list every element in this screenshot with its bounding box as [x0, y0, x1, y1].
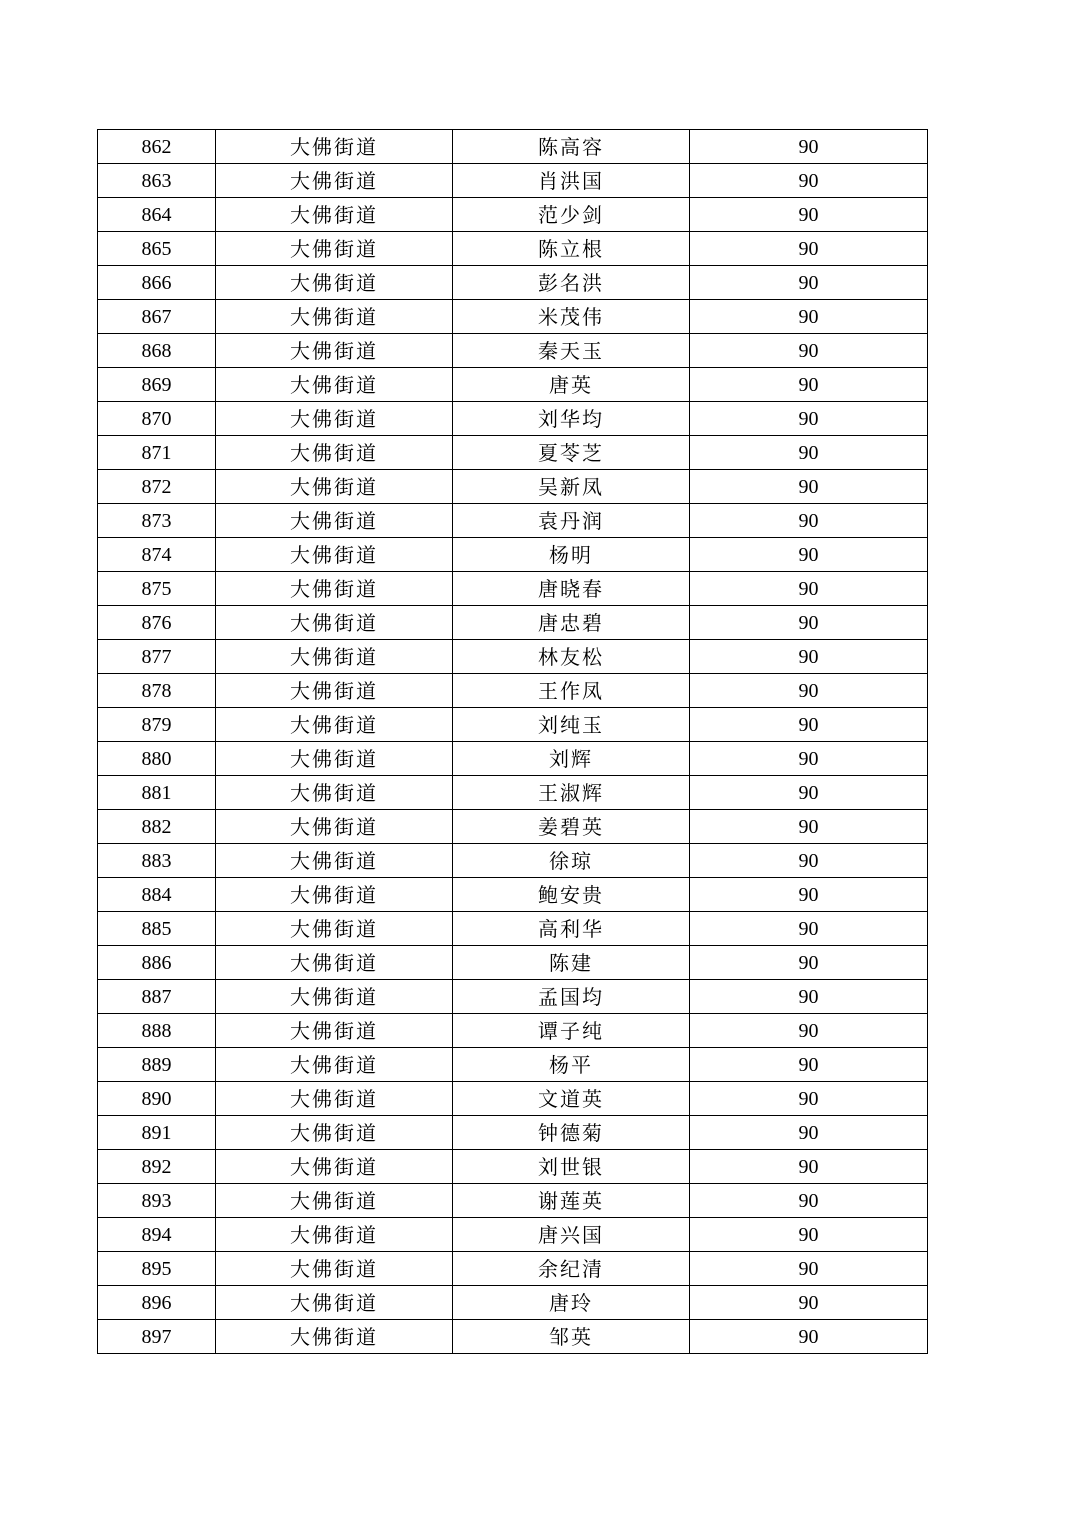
row-number-cell: 876: [98, 606, 216, 640]
score-cell: 90: [690, 402, 928, 436]
row-number-cell: 877: [98, 640, 216, 674]
street-cell: 大佛街道: [216, 470, 453, 504]
row-number-cell: 884: [98, 878, 216, 912]
table-row: [98, 640, 928, 674]
street-cell: 大佛街道: [216, 164, 453, 198]
score-cell: 90: [690, 1082, 928, 1116]
row-number-cell: 872: [98, 470, 216, 504]
row-number-cell: 892: [98, 1150, 216, 1184]
street-cell: 大佛街道: [216, 1150, 453, 1184]
row-number-cell: 865: [98, 232, 216, 266]
person-name-cell: 刘纯玉: [453, 708, 690, 742]
table-row: [98, 402, 928, 436]
street-cell: 大佛街道: [216, 334, 453, 368]
row-number-cell: 887: [98, 980, 216, 1014]
score-cell: 90: [690, 572, 928, 606]
score-cell: 90: [690, 1116, 928, 1150]
table-row: [98, 266, 928, 300]
street-cell: 大佛街道: [216, 1286, 453, 1320]
street-cell: 大佛街道: [216, 1218, 453, 1252]
score-cell: 90: [690, 606, 928, 640]
table-row: [98, 776, 928, 810]
score-cell: 90: [690, 878, 928, 912]
row-number-cell: 883: [98, 844, 216, 878]
street-cell: 大佛街道: [216, 708, 453, 742]
street-cell: 大佛街道: [216, 300, 453, 334]
table-row: [98, 538, 928, 572]
table-row: [98, 844, 928, 878]
person-name-cell: 唐英: [453, 368, 690, 402]
person-name-cell: 肖洪国: [453, 164, 690, 198]
score-cell: 90: [690, 538, 928, 572]
row-number-cell: 869: [98, 368, 216, 402]
person-name-cell: 徐琼: [453, 844, 690, 878]
table-row: [98, 1048, 928, 1082]
row-number-cell: 896: [98, 1286, 216, 1320]
person-name-cell: 文道英: [453, 1082, 690, 1116]
street-cell: 大佛街道: [216, 572, 453, 606]
street-cell: 大佛街道: [216, 980, 453, 1014]
row-number-cell: 867: [98, 300, 216, 334]
row-number-cell: 897: [98, 1320, 216, 1354]
row-number-cell: 880: [98, 742, 216, 776]
row-number-cell: 878: [98, 674, 216, 708]
row-number-cell: 866: [98, 266, 216, 300]
person-name-cell: 王淑辉: [453, 776, 690, 810]
person-name-cell: 王作凤: [453, 674, 690, 708]
table-row: [98, 504, 928, 538]
table-row: [98, 1252, 928, 1286]
street-cell: 大佛街道: [216, 674, 453, 708]
person-name-cell: 陈建: [453, 946, 690, 980]
table-row: [98, 980, 928, 1014]
table-row: [98, 1184, 928, 1218]
street-cell: 大佛街道: [216, 368, 453, 402]
score-cell: 90: [690, 470, 928, 504]
street-cell: 大佛街道: [216, 198, 453, 232]
row-number-cell: 895: [98, 1252, 216, 1286]
street-cell: 大佛街道: [216, 776, 453, 810]
score-cell: 90: [690, 708, 928, 742]
table-row: [98, 878, 928, 912]
street-cell: 大佛街道: [216, 606, 453, 640]
person-name-cell: 鲍安贵: [453, 878, 690, 912]
street-cell: 大佛街道: [216, 742, 453, 776]
table-row: [98, 606, 928, 640]
score-cell: 90: [690, 130, 928, 164]
person-name-cell: 彭名洪: [453, 266, 690, 300]
street-cell: 大佛街道: [216, 130, 453, 164]
street-cell: 大佛街道: [216, 1014, 453, 1048]
person-name-cell: 高利华: [453, 912, 690, 946]
person-name-cell: 秦天玉: [453, 334, 690, 368]
person-name-cell: 吴新凤: [453, 470, 690, 504]
table-row: [98, 164, 928, 198]
street-cell: 大佛街道: [216, 538, 453, 572]
score-cell: 90: [690, 912, 928, 946]
table-row: [98, 674, 928, 708]
row-number-cell: 863: [98, 164, 216, 198]
person-name-cell: 谭子纯: [453, 1014, 690, 1048]
row-number-cell: 874: [98, 538, 216, 572]
street-cell: 大佛街道: [216, 1048, 453, 1082]
street-cell: 大佛街道: [216, 232, 453, 266]
street-cell: 大佛街道: [216, 436, 453, 470]
score-cell: 90: [690, 1286, 928, 1320]
score-cell: 90: [690, 1218, 928, 1252]
score-cell: 90: [690, 980, 928, 1014]
person-name-cell: 刘辉: [453, 742, 690, 776]
person-name-cell: 刘世银: [453, 1150, 690, 1184]
score-cell: 90: [690, 368, 928, 402]
roster-table: [97, 129, 928, 1354]
table-row: [98, 1116, 928, 1150]
person-name-cell: 唐玲: [453, 1286, 690, 1320]
score-cell: 90: [690, 504, 928, 538]
roster-table-body: [98, 130, 928, 1354]
table-row: [98, 912, 928, 946]
score-cell: 90: [690, 1048, 928, 1082]
score-cell: 90: [690, 844, 928, 878]
person-name-cell: 唐兴国: [453, 1218, 690, 1252]
person-name-cell: 邹英: [453, 1320, 690, 1354]
table-row: [98, 334, 928, 368]
score-cell: 90: [690, 232, 928, 266]
street-cell: 大佛街道: [216, 1252, 453, 1286]
street-cell: 大佛街道: [216, 810, 453, 844]
table-row: [98, 1286, 928, 1320]
score-cell: 90: [690, 946, 928, 980]
score-cell: 90: [690, 266, 928, 300]
row-number-cell: 862: [98, 130, 216, 164]
row-number-cell: 888: [98, 1014, 216, 1048]
street-cell: 大佛街道: [216, 912, 453, 946]
score-cell: 90: [690, 334, 928, 368]
row-number-cell: 893: [98, 1184, 216, 1218]
table-row: [98, 1150, 928, 1184]
row-number-cell: 875: [98, 572, 216, 606]
person-name-cell: 陈高容: [453, 130, 690, 164]
person-name-cell: 谢莲英: [453, 1184, 690, 1218]
table-row: [98, 810, 928, 844]
row-number-cell: 886: [98, 946, 216, 980]
street-cell: 大佛街道: [216, 844, 453, 878]
score-cell: 90: [690, 164, 928, 198]
score-cell: 90: [690, 198, 928, 232]
person-name-cell: 夏苓芝: [453, 436, 690, 470]
person-name-cell: 唐晓春: [453, 572, 690, 606]
person-name-cell: 孟国均: [453, 980, 690, 1014]
person-name-cell: 陈立根: [453, 232, 690, 266]
table-row: [98, 130, 928, 164]
score-cell: 90: [690, 1150, 928, 1184]
table-row: [98, 1014, 928, 1048]
person-name-cell: 姜碧英: [453, 810, 690, 844]
row-number-cell: 879: [98, 708, 216, 742]
table-row: [98, 232, 928, 266]
row-number-cell: 864: [98, 198, 216, 232]
row-number-cell: 885: [98, 912, 216, 946]
person-name-cell: 米茂伟: [453, 300, 690, 334]
person-name-cell: 余纪清: [453, 1252, 690, 1286]
row-number-cell: 889: [98, 1048, 216, 1082]
street-cell: 大佛街道: [216, 504, 453, 538]
street-cell: 大佛街道: [216, 878, 453, 912]
score-cell: 90: [690, 776, 928, 810]
person-name-cell: 唐忠碧: [453, 606, 690, 640]
table-row: [98, 368, 928, 402]
street-cell: 大佛街道: [216, 1184, 453, 1218]
row-number-cell: 890: [98, 1082, 216, 1116]
street-cell: 大佛街道: [216, 402, 453, 436]
street-cell: 大佛街道: [216, 1082, 453, 1116]
person-name-cell: 袁丹润: [453, 504, 690, 538]
row-number-cell: 882: [98, 810, 216, 844]
table-row: [98, 1082, 928, 1116]
person-name-cell: 刘华均: [453, 402, 690, 436]
score-cell: 90: [690, 436, 928, 470]
table-row: [98, 572, 928, 606]
table-row: [98, 946, 928, 980]
street-cell: 大佛街道: [216, 946, 453, 980]
score-cell: 90: [690, 1252, 928, 1286]
score-cell: 90: [690, 1014, 928, 1048]
score-cell: 90: [690, 674, 928, 708]
row-number-cell: 870: [98, 402, 216, 436]
table-row: [98, 742, 928, 776]
score-cell: 90: [690, 810, 928, 844]
table-row: [98, 436, 928, 470]
score-cell: 90: [690, 742, 928, 776]
row-number-cell: 881: [98, 776, 216, 810]
score-cell: 90: [690, 300, 928, 334]
street-cell: 大佛街道: [216, 1116, 453, 1150]
person-name-cell: 杨平: [453, 1048, 690, 1082]
score-cell: 90: [690, 1184, 928, 1218]
table-row: [98, 1320, 928, 1354]
street-cell: 大佛街道: [216, 266, 453, 300]
person-name-cell: 范少剑: [453, 198, 690, 232]
street-cell: 大佛街道: [216, 1320, 453, 1354]
person-name-cell: 林友松: [453, 640, 690, 674]
person-name-cell: 杨明: [453, 538, 690, 572]
street-cell: 大佛街道: [216, 640, 453, 674]
table-row: [98, 708, 928, 742]
row-number-cell: 894: [98, 1218, 216, 1252]
person-name-cell: 钟德菊: [453, 1116, 690, 1150]
row-number-cell: 891: [98, 1116, 216, 1150]
table-row: [98, 198, 928, 232]
row-number-cell: 871: [98, 436, 216, 470]
table-row: [98, 300, 928, 334]
score-cell: 90: [690, 1320, 928, 1354]
row-number-cell: 873: [98, 504, 216, 538]
table-row: [98, 1218, 928, 1252]
row-number-cell: 868: [98, 334, 216, 368]
table-row: [98, 470, 928, 504]
score-cell: 90: [690, 640, 928, 674]
